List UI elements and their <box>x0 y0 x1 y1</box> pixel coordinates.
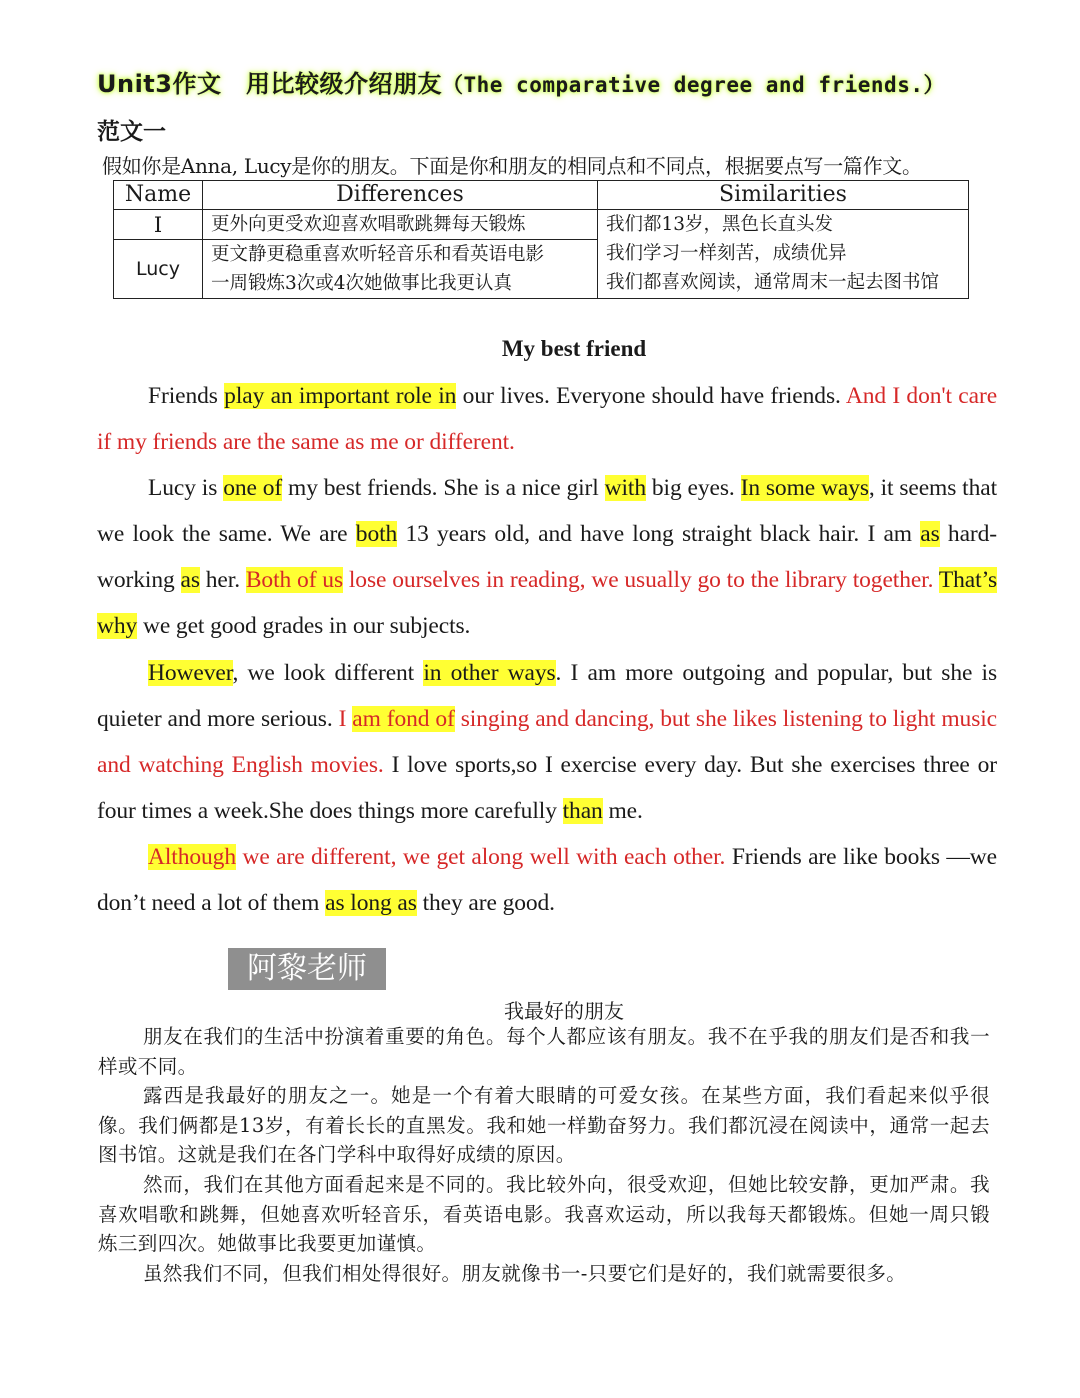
highlight-phrase: That’s why <box>97 567 997 639</box>
text-run: we get good grades in our subjects. <box>137 613 471 639</box>
header-similarities: Similarities <box>598 181 969 210</box>
highlight-phrase: as <box>180 567 200 593</box>
highlight-phrase: both <box>355 521 398 547</box>
header-differences: Differences <box>203 181 598 210</box>
highlight-phrase: as long as <box>325 890 417 916</box>
red-sentence: And I don't care if my friends are the same as me or different. <box>97 383 998 455</box>
similarity-item: 我们都13岁，黑色长直头发 <box>606 214 834 235</box>
row-lucy-differences <box>203 240 598 299</box>
text-run: me. <box>602 798 643 824</box>
essay-paragraph-3 <box>97 650 997 834</box>
highlight-phrase: than <box>562 798 603 824</box>
text-run: Friends <box>148 383 225 409</box>
red-sentence: singing and dancing, but she likes listening to light music and watching English movies. <box>97 706 997 778</box>
similarities-cell <box>598 210 969 299</box>
highlight-phrase: one of <box>223 475 283 501</box>
translation-paragraph: 然而，我们在其他方面看起来是不同的。我比较外向，很受欢迎，但她比较安静，更加严肃。我喜欢唱歌和跳舞，但她喜欢听轻音乐，看英语电影。我喜欢运动，所以我每天都锻炼。但她一周只锻炼三到四次。她做事比我要更加谨慎。 <box>98 1173 990 1256</box>
highlight-phrase: with <box>604 475 646 501</box>
title-english: （The comparative degree and friends.） <box>441 73 945 97</box>
highlight-phrase: Although <box>148 844 236 870</box>
text-run: I love sports,so I exercise every day. But she exercises three or four times a week.She does things more carefully <box>97 752 997 824</box>
highlight-phrase: In some ways <box>740 475 869 501</box>
title-chinese: Unit3作文 用比较级介绍朋友 <box>97 70 442 98</box>
text-run: my best friends. She is a nice girl <box>282 475 605 501</box>
row-name-i: I <box>114 210 203 240</box>
watermark-label: 阿黎老师 <box>228 948 386 990</box>
red-sentence: I <box>338 706 353 732</box>
row-name-lucy: Lucy <box>114 240 203 299</box>
sample-heading: 范文一 <box>97 119 166 145</box>
text-run: , it seems that we look the same. We are <box>97 475 998 547</box>
text-run: Lucy is <box>148 475 224 501</box>
essay-paragraph-2 <box>97 465 997 649</box>
text-run: her. <box>199 567 246 593</box>
text-run: our lives. Everyone should have friends. <box>456 383 846 409</box>
translation-title: 我最好的朋友 <box>504 999 624 1023</box>
comparison-table <box>113 180 969 299</box>
text-run: , we look different <box>232 660 424 686</box>
text-run: . I am more outgoing and popular, but she is quieter and more serious. <box>97 660 997 732</box>
text-run: hard-working <box>97 521 998 593</box>
highlight-phrase: Both of us <box>245 567 343 593</box>
highlight-phrase: play an important role in <box>224 383 457 409</box>
lucy-difference-item: 一周锻炼3次或4次她做事比我更认真 <box>211 273 513 294</box>
table-header-row <box>114 181 969 210</box>
highlight-phrase: as <box>920 521 940 547</box>
essay-paragraph-1 <box>97 373 997 465</box>
essay-paragraph-4 <box>97 834 997 926</box>
red-sentence: lose ourselves in reading, we usually go to the library together. <box>343 567 934 593</box>
page-title <box>97 64 945 99</box>
highlight-phrase: However <box>148 660 233 686</box>
similarity-item: 我们学习一样刻苦，成绩优异 <box>606 243 847 264</box>
table-row <box>114 210 969 240</box>
translation-paragraph: 虽然我们不同，但我们相处得很好。朋友就像书一-只要它们是好的，我们就需要很多。 <box>143 1262 907 1285</box>
header-name: Name <box>114 181 203 210</box>
lucy-difference-item: 更文静更稳重喜欢听轻音乐和看英语电影 <box>211 244 545 265</box>
writing-prompt: 假如你是Anna, Lucy是你的朋友。下面是你和朋友的相同点和不同点，根据要点写一篇作文。 <box>102 154 922 178</box>
text-run: 13 years old, and have long straight black hair. I am <box>397 521 921 547</box>
row-i-differences: 更外向更受欢迎喜欢唱歌跳舞每天锻炼 <box>203 210 598 240</box>
text-run: big eyes. <box>646 475 741 501</box>
similarity-item: 我们都喜欢阅读，通常周末一起去图书馆 <box>606 272 940 293</box>
essay-title: My best friend <box>501 336 647 361</box>
translation-paragraph: 朋友在我们的生活中扮演着重要的角色。每个人都应该有朋友。我不在乎我的朋友们是否和我一样或不同。 <box>98 1025 990 1078</box>
translation-paragraph: 露西是我最好的朋友之一。她是一个有着大眼睛的可爱女孩。在某些方面，我们看起来似乎很像。我们俩都是13岁，有着长长的直黑发。我和她一样勤奋努力。我们都沉浸在阅读中，通常一起去图书馆。这就是我们在各门学科中取得好成绩的原因。 <box>98 1084 990 1167</box>
red-sentence: we are different, we get along well with each other. <box>235 844 726 870</box>
text-run: Friends are like books —we don’t need a lot of them <box>97 844 997 916</box>
text-run: they are good. <box>416 890 555 916</box>
highlight-phrase: in other ways <box>423 660 556 686</box>
highlight-phrase: am fond of <box>352 706 455 732</box>
